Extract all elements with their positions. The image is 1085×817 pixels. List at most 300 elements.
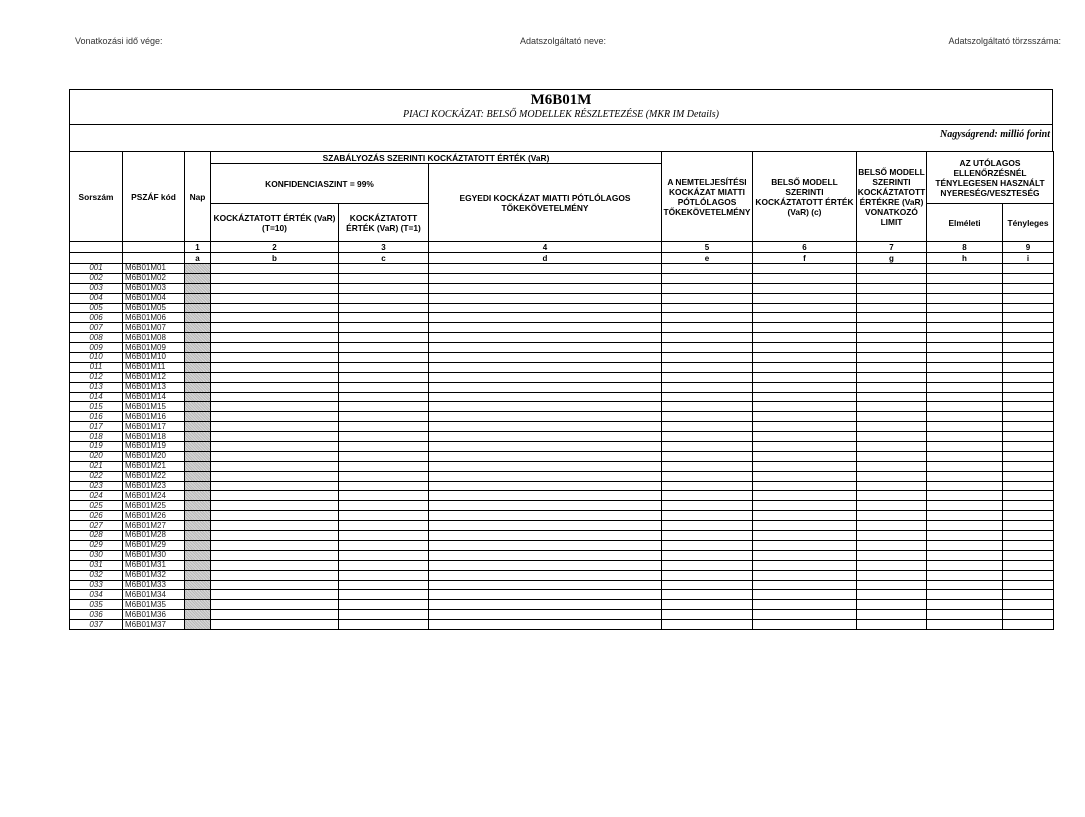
input-cell[interactable] bbox=[211, 293, 339, 303]
input-cell[interactable] bbox=[753, 412, 857, 422]
input-cell[interactable] bbox=[662, 402, 753, 412]
input-cell[interactable] bbox=[211, 461, 339, 471]
input-cell[interactable] bbox=[211, 323, 339, 333]
input-cell[interactable] bbox=[857, 540, 927, 550]
input-cell[interactable] bbox=[1003, 362, 1054, 372]
input-cell[interactable] bbox=[211, 392, 339, 402]
input-cell[interactable] bbox=[339, 343, 429, 353]
input-cell[interactable] bbox=[429, 402, 662, 412]
input-cell[interactable] bbox=[211, 273, 339, 283]
input-cell[interactable] bbox=[339, 382, 429, 392]
input-cell[interactable] bbox=[1003, 501, 1054, 511]
input-cell[interactable] bbox=[857, 491, 927, 501]
input-cell[interactable] bbox=[339, 471, 429, 481]
input-cell[interactable] bbox=[753, 353, 857, 363]
input-cell[interactable] bbox=[927, 313, 1003, 323]
input-cell[interactable] bbox=[662, 610, 753, 620]
input-cell[interactable] bbox=[857, 531, 927, 541]
input-cell[interactable] bbox=[857, 521, 927, 531]
input-cell[interactable] bbox=[1003, 382, 1054, 392]
input-cell[interactable] bbox=[857, 570, 927, 580]
input-cell[interactable] bbox=[753, 303, 857, 313]
input-cell[interactable] bbox=[857, 501, 927, 511]
input-cell[interactable] bbox=[662, 600, 753, 610]
input-cell[interactable] bbox=[1003, 264, 1054, 274]
input-cell[interactable] bbox=[857, 264, 927, 274]
input-cell[interactable] bbox=[662, 511, 753, 521]
input-cell[interactable] bbox=[211, 372, 339, 382]
input-cell[interactable] bbox=[753, 531, 857, 541]
input-cell[interactable] bbox=[429, 610, 662, 620]
input-cell[interactable] bbox=[1003, 610, 1054, 620]
input-cell[interactable] bbox=[1003, 590, 1054, 600]
input-cell[interactable] bbox=[429, 313, 662, 323]
input-cell[interactable] bbox=[662, 531, 753, 541]
input-cell[interactable] bbox=[927, 610, 1003, 620]
input-cell[interactable] bbox=[339, 550, 429, 560]
input-cell[interactable] bbox=[753, 264, 857, 274]
input-cell[interactable] bbox=[857, 412, 927, 422]
input-cell[interactable] bbox=[429, 323, 662, 333]
input-cell[interactable] bbox=[1003, 412, 1054, 422]
input-cell[interactable] bbox=[927, 442, 1003, 452]
input-cell[interactable] bbox=[1003, 560, 1054, 570]
input-cell[interactable] bbox=[429, 372, 662, 382]
input-cell[interactable] bbox=[662, 323, 753, 333]
input-cell[interactable] bbox=[857, 392, 927, 402]
input-cell[interactable] bbox=[211, 333, 339, 343]
input-cell[interactable] bbox=[1003, 303, 1054, 313]
input-cell[interactable] bbox=[339, 362, 429, 372]
input-cell[interactable] bbox=[1003, 313, 1054, 323]
input-cell[interactable] bbox=[927, 303, 1003, 313]
input-cell[interactable] bbox=[429, 600, 662, 610]
input-cell[interactable] bbox=[429, 293, 662, 303]
input-cell[interactable] bbox=[1003, 461, 1054, 471]
input-cell[interactable] bbox=[927, 451, 1003, 461]
row-code: M6B01M21 bbox=[123, 461, 185, 471]
input-cell[interactable] bbox=[211, 540, 339, 550]
input-cell[interactable] bbox=[211, 580, 339, 590]
input-cell[interactable] bbox=[662, 432, 753, 442]
input-cell[interactable] bbox=[927, 501, 1003, 511]
input-cell[interactable] bbox=[339, 293, 429, 303]
input-cell[interactable] bbox=[927, 461, 1003, 471]
input-cell[interactable] bbox=[927, 432, 1003, 442]
input-cell[interactable] bbox=[1003, 432, 1054, 442]
input-cell[interactable] bbox=[753, 392, 857, 402]
input-cell[interactable] bbox=[927, 620, 1003, 630]
input-cell[interactable] bbox=[662, 422, 753, 432]
input-cell[interactable] bbox=[339, 580, 429, 590]
input-cell[interactable] bbox=[339, 432, 429, 442]
input-cell[interactable] bbox=[429, 442, 662, 452]
input-cell[interactable] bbox=[753, 600, 857, 610]
input-cell[interactable] bbox=[857, 353, 927, 363]
input-cell[interactable] bbox=[857, 580, 927, 590]
input-cell[interactable] bbox=[753, 521, 857, 531]
input-cell[interactable] bbox=[753, 432, 857, 442]
input-cell[interactable] bbox=[857, 590, 927, 600]
input-cell[interactable] bbox=[429, 491, 662, 501]
input-cell[interactable] bbox=[927, 372, 1003, 382]
input-cell[interactable] bbox=[339, 333, 429, 343]
input-cell[interactable] bbox=[753, 402, 857, 412]
input-cell[interactable] bbox=[927, 570, 1003, 580]
input-cell[interactable] bbox=[339, 402, 429, 412]
input-cell[interactable] bbox=[429, 531, 662, 541]
input-cell[interactable] bbox=[857, 610, 927, 620]
input-cell[interactable] bbox=[1003, 323, 1054, 333]
input-cell[interactable] bbox=[753, 471, 857, 481]
input-cell[interactable] bbox=[1003, 521, 1054, 531]
input-cell[interactable] bbox=[339, 540, 429, 550]
input-cell[interactable] bbox=[857, 273, 927, 283]
input-cell[interactable] bbox=[753, 451, 857, 461]
input-cell[interactable] bbox=[211, 362, 339, 372]
input-cell[interactable] bbox=[927, 333, 1003, 343]
input-cell[interactable] bbox=[753, 501, 857, 511]
input-cell[interactable] bbox=[662, 372, 753, 382]
input-cell[interactable] bbox=[662, 303, 753, 313]
input-cell[interactable] bbox=[753, 343, 857, 353]
input-cell[interactable] bbox=[662, 590, 753, 600]
input-cell[interactable] bbox=[429, 382, 662, 392]
input-cell[interactable] bbox=[662, 442, 753, 452]
input-cell[interactable] bbox=[429, 273, 662, 283]
input-cell[interactable] bbox=[211, 521, 339, 531]
input-cell[interactable] bbox=[211, 412, 339, 422]
input-cell[interactable] bbox=[857, 442, 927, 452]
input-cell[interactable] bbox=[211, 620, 339, 630]
input-cell[interactable] bbox=[927, 382, 1003, 392]
input-cell[interactable] bbox=[429, 333, 662, 343]
input-cell[interactable] bbox=[662, 620, 753, 630]
input-cell[interactable] bbox=[211, 570, 339, 580]
input-cell[interactable] bbox=[339, 570, 429, 580]
input-cell[interactable] bbox=[1003, 531, 1054, 541]
input-cell[interactable] bbox=[1003, 343, 1054, 353]
input-cell[interactable] bbox=[429, 412, 662, 422]
input-cell[interactable] bbox=[927, 580, 1003, 590]
input-cell[interactable] bbox=[662, 580, 753, 590]
input-cell[interactable] bbox=[1003, 620, 1054, 630]
input-cell[interactable] bbox=[429, 283, 662, 293]
input-cell[interactable] bbox=[927, 402, 1003, 412]
input-cell[interactable] bbox=[339, 590, 429, 600]
input-cell[interactable] bbox=[662, 273, 753, 283]
input-cell[interactable] bbox=[1003, 511, 1054, 521]
input-cell[interactable] bbox=[857, 362, 927, 372]
input-cell[interactable] bbox=[1003, 333, 1054, 343]
input-cell[interactable] bbox=[662, 550, 753, 560]
input-cell[interactable] bbox=[429, 580, 662, 590]
input-cell[interactable] bbox=[1003, 481, 1054, 491]
input-cell[interactable] bbox=[753, 382, 857, 392]
input-cell[interactable] bbox=[211, 442, 339, 452]
input-cell[interactable] bbox=[211, 501, 339, 511]
input-cell[interactable] bbox=[339, 442, 429, 452]
input-cell[interactable] bbox=[211, 451, 339, 461]
input-cell[interactable] bbox=[927, 511, 1003, 521]
input-cell[interactable] bbox=[211, 610, 339, 620]
input-cell[interactable] bbox=[211, 353, 339, 363]
input-cell[interactable] bbox=[211, 283, 339, 293]
input-cell[interactable] bbox=[339, 372, 429, 382]
input-cell[interactable] bbox=[339, 264, 429, 274]
input-cell[interactable] bbox=[339, 283, 429, 293]
nap-cell bbox=[185, 600, 211, 610]
input-cell[interactable] bbox=[753, 580, 857, 590]
input-cell[interactable] bbox=[1003, 283, 1054, 293]
input-cell[interactable] bbox=[429, 451, 662, 461]
input-cell[interactable] bbox=[857, 303, 927, 313]
input-cell[interactable] bbox=[339, 501, 429, 511]
input-cell[interactable] bbox=[753, 323, 857, 333]
input-cell[interactable] bbox=[662, 570, 753, 580]
input-cell[interactable] bbox=[429, 560, 662, 570]
input-cell[interactable] bbox=[857, 471, 927, 481]
input-cell[interactable] bbox=[211, 343, 339, 353]
input-cell[interactable] bbox=[339, 521, 429, 531]
input-cell[interactable] bbox=[339, 461, 429, 471]
input-cell[interactable] bbox=[211, 531, 339, 541]
input-cell[interactable] bbox=[662, 333, 753, 343]
input-cell[interactable] bbox=[857, 481, 927, 491]
input-cell[interactable] bbox=[927, 362, 1003, 372]
input-cell[interactable] bbox=[753, 362, 857, 372]
input-cell[interactable] bbox=[211, 471, 339, 481]
input-cell[interactable] bbox=[927, 590, 1003, 600]
input-cell[interactable] bbox=[753, 570, 857, 580]
input-cell[interactable] bbox=[927, 353, 1003, 363]
input-cell[interactable] bbox=[857, 382, 927, 392]
input-cell[interactable] bbox=[1003, 293, 1054, 303]
input-cell[interactable] bbox=[429, 432, 662, 442]
input-cell[interactable] bbox=[927, 471, 1003, 481]
input-cell[interactable] bbox=[753, 540, 857, 550]
input-cell[interactable] bbox=[753, 293, 857, 303]
input-cell[interactable] bbox=[339, 323, 429, 333]
input-cell[interactable] bbox=[857, 323, 927, 333]
input-cell[interactable] bbox=[927, 343, 1003, 353]
input-cell[interactable] bbox=[211, 382, 339, 392]
input-cell[interactable] bbox=[429, 590, 662, 600]
input-cell[interactable] bbox=[339, 392, 429, 402]
input-cell[interactable] bbox=[927, 283, 1003, 293]
input-cell[interactable] bbox=[857, 511, 927, 521]
input-cell[interactable] bbox=[429, 550, 662, 560]
input-cell[interactable] bbox=[857, 343, 927, 353]
input-cell[interactable] bbox=[429, 540, 662, 550]
input-cell[interactable] bbox=[857, 283, 927, 293]
input-cell[interactable] bbox=[339, 313, 429, 323]
input-cell[interactable] bbox=[753, 442, 857, 452]
input-cell[interactable] bbox=[211, 432, 339, 442]
input-cell[interactable] bbox=[211, 600, 339, 610]
input-cell[interactable] bbox=[662, 264, 753, 274]
input-cell[interactable] bbox=[857, 620, 927, 630]
input-cell[interactable] bbox=[662, 293, 753, 303]
input-cell[interactable] bbox=[339, 481, 429, 491]
input-cell[interactable] bbox=[927, 550, 1003, 560]
input-cell[interactable] bbox=[927, 521, 1003, 531]
input-cell[interactable] bbox=[753, 273, 857, 283]
input-cell[interactable] bbox=[1003, 392, 1054, 402]
input-cell[interactable] bbox=[429, 521, 662, 531]
input-cell[interactable] bbox=[339, 600, 429, 610]
input-cell[interactable] bbox=[857, 600, 927, 610]
input-cell[interactable] bbox=[211, 491, 339, 501]
input-cell[interactable] bbox=[753, 481, 857, 491]
input-cell[interactable] bbox=[1003, 550, 1054, 560]
input-cell[interactable] bbox=[211, 481, 339, 491]
input-cell[interactable] bbox=[662, 343, 753, 353]
input-cell[interactable] bbox=[753, 422, 857, 432]
input-cell[interactable] bbox=[1003, 353, 1054, 363]
input-cell[interactable] bbox=[927, 540, 1003, 550]
input-cell[interactable] bbox=[927, 392, 1003, 402]
input-cell[interactable] bbox=[429, 353, 662, 363]
input-cell[interactable] bbox=[662, 313, 753, 323]
input-cell[interactable] bbox=[857, 461, 927, 471]
input-cell[interactable] bbox=[857, 372, 927, 382]
input-cell[interactable] bbox=[662, 471, 753, 481]
input-cell[interactable] bbox=[429, 620, 662, 630]
input-cell[interactable] bbox=[1003, 540, 1054, 550]
input-cell[interactable] bbox=[211, 402, 339, 412]
input-cell[interactable] bbox=[211, 511, 339, 521]
input-cell[interactable] bbox=[662, 521, 753, 531]
input-cell[interactable] bbox=[927, 422, 1003, 432]
input-cell[interactable] bbox=[857, 422, 927, 432]
input-cell[interactable] bbox=[1003, 580, 1054, 590]
input-cell[interactable] bbox=[211, 303, 339, 313]
input-cell[interactable] bbox=[211, 590, 339, 600]
input-cell[interactable] bbox=[1003, 372, 1054, 382]
input-cell[interactable] bbox=[1003, 442, 1054, 452]
input-cell[interactable] bbox=[662, 362, 753, 372]
input-cell[interactable] bbox=[662, 481, 753, 491]
input-cell[interactable] bbox=[211, 313, 339, 323]
input-cell[interactable] bbox=[429, 471, 662, 481]
input-cell[interactable] bbox=[211, 422, 339, 432]
input-cell[interactable] bbox=[339, 610, 429, 620]
input-cell[interactable] bbox=[1003, 491, 1054, 501]
input-cell[interactable] bbox=[753, 560, 857, 570]
input-cell[interactable] bbox=[211, 550, 339, 560]
input-cell[interactable] bbox=[753, 333, 857, 343]
input-cell[interactable] bbox=[429, 481, 662, 491]
input-cell[interactable] bbox=[1003, 570, 1054, 580]
input-cell[interactable] bbox=[662, 491, 753, 501]
input-cell[interactable] bbox=[339, 273, 429, 283]
input-cell[interactable] bbox=[339, 560, 429, 570]
input-cell[interactable] bbox=[339, 491, 429, 501]
input-cell[interactable] bbox=[339, 511, 429, 521]
input-cell[interactable] bbox=[753, 610, 857, 620]
input-cell[interactable] bbox=[339, 303, 429, 313]
input-cell[interactable] bbox=[753, 491, 857, 501]
input-cell[interactable] bbox=[927, 323, 1003, 333]
input-cell[interactable] bbox=[339, 353, 429, 363]
input-cell[interactable] bbox=[1003, 600, 1054, 610]
input-cell[interactable] bbox=[927, 264, 1003, 274]
input-cell[interactable] bbox=[429, 362, 662, 372]
input-cell[interactable] bbox=[429, 501, 662, 511]
input-cell[interactable] bbox=[211, 560, 339, 570]
input-cell[interactable] bbox=[857, 333, 927, 343]
input-cell[interactable] bbox=[662, 461, 753, 471]
input-cell[interactable] bbox=[429, 303, 662, 313]
input-cell[interactable] bbox=[662, 353, 753, 363]
input-cell[interactable] bbox=[339, 422, 429, 432]
input-cell[interactable] bbox=[857, 451, 927, 461]
input-cell[interactable] bbox=[927, 273, 1003, 283]
input-cell[interactable] bbox=[927, 531, 1003, 541]
input-cell[interactable] bbox=[662, 451, 753, 461]
input-cell[interactable] bbox=[857, 432, 927, 442]
input-cell[interactable] bbox=[429, 461, 662, 471]
input-cell[interactable] bbox=[662, 501, 753, 511]
input-cell[interactable] bbox=[753, 550, 857, 560]
input-cell[interactable] bbox=[339, 531, 429, 541]
input-cell[interactable] bbox=[1003, 451, 1054, 461]
input-cell[interactable] bbox=[927, 491, 1003, 501]
input-cell[interactable] bbox=[927, 293, 1003, 303]
input-cell[interactable] bbox=[429, 264, 662, 274]
input-cell[interactable] bbox=[753, 620, 857, 630]
input-cell[interactable] bbox=[429, 422, 662, 432]
input-cell[interactable] bbox=[662, 283, 753, 293]
input-cell[interactable] bbox=[1003, 402, 1054, 412]
input-cell[interactable] bbox=[857, 313, 927, 323]
input-cell[interactable] bbox=[429, 511, 662, 521]
input-cell[interactable] bbox=[927, 412, 1003, 422]
input-cell[interactable] bbox=[927, 481, 1003, 491]
input-cell[interactable] bbox=[753, 590, 857, 600]
input-cell[interactable] bbox=[662, 382, 753, 392]
input-cell[interactable] bbox=[339, 620, 429, 630]
input-cell[interactable] bbox=[753, 511, 857, 521]
input-cell[interactable] bbox=[1003, 273, 1054, 283]
input-cell[interactable] bbox=[662, 560, 753, 570]
input-cell[interactable] bbox=[753, 372, 857, 382]
input-cell[interactable] bbox=[857, 560, 927, 570]
input-cell[interactable] bbox=[429, 570, 662, 580]
input-cell[interactable] bbox=[662, 540, 753, 550]
row-number: 015 bbox=[70, 402, 123, 412]
input-cell[interactable] bbox=[662, 412, 753, 422]
input-cell[interactable] bbox=[927, 560, 1003, 570]
input-cell[interactable] bbox=[429, 392, 662, 402]
input-cell[interactable] bbox=[339, 451, 429, 461]
input-cell[interactable] bbox=[211, 264, 339, 274]
input-cell[interactable] bbox=[857, 402, 927, 412]
column-number-cell: 6 bbox=[753, 242, 857, 253]
input-cell[interactable] bbox=[339, 412, 429, 422]
input-cell[interactable] bbox=[753, 283, 857, 293]
input-cell[interactable] bbox=[429, 343, 662, 353]
input-cell[interactable] bbox=[662, 392, 753, 402]
input-cell[interactable] bbox=[927, 600, 1003, 610]
input-cell[interactable] bbox=[1003, 471, 1054, 481]
input-cell[interactable] bbox=[753, 461, 857, 471]
input-cell[interactable] bbox=[857, 550, 927, 560]
input-cell[interactable] bbox=[753, 313, 857, 323]
input-cell[interactable] bbox=[857, 293, 927, 303]
input-cell[interactable] bbox=[1003, 422, 1054, 432]
